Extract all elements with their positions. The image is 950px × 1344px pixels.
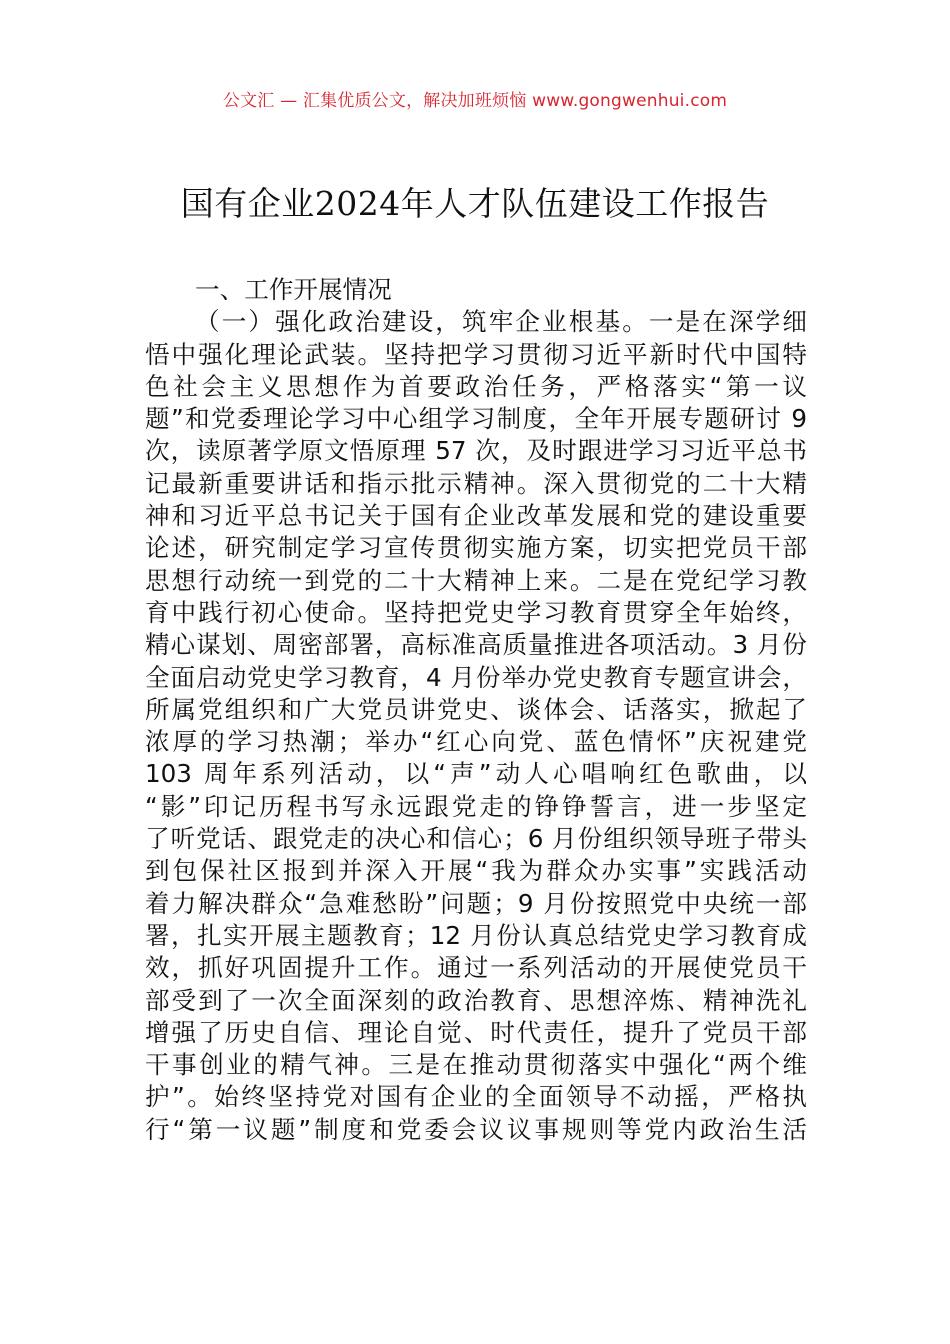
paragraph-line: 神和习近平总书记关于国有企业改革发展和党的建设重要	[145, 501, 807, 531]
paragraph-line: 103 周年系列活动，以“声”动人心唱响红色歌曲，以	[145, 759, 807, 789]
paragraph-line: 次，读原著学原文悟原理 57 次，及时跟进学习习近平总书	[145, 436, 807, 466]
paragraph-line: 色社会主义思想作为首要政治任务，严格落实“第一议	[145, 371, 807, 401]
paragraph-line: 着力解决群众“急难愁盼”问题；9 月份按照党中央统一部	[145, 888, 807, 918]
paragraph-line: 署，扎实开展主题教育；12 月份认真总结党史学习教育成	[145, 920, 807, 950]
watermark-banner: 公文汇 — 汇集优质公文，解决加班烦恼 www.gongwenhui.com	[222, 91, 728, 111]
paragraph-line: 浓厚的学习热潮；举办“红心向党、蓝色情怀”庆祝建党	[145, 727, 807, 757]
paragraph-line: 论述，研究制定学习宣传贯彻实施方案，切实把党员干部	[145, 533, 807, 563]
paragraph-line: 到包保社区报到并深入开展“我为群众办实事”实践活动	[145, 856, 807, 886]
paragraph-line: 所属党组织和广大党员讲党史、谈体会、话落实，掀起了	[145, 694, 807, 724]
document-title: 国有企业2024年人才队伍建设工作报告	[180, 184, 770, 223]
paragraph-line: 了听党话、跟党走的决心和信心；6 月份组织领导班子带头	[145, 824, 807, 854]
paragraph-line: 部受到了一次全面深刻的政治教育、思想淬炼、精神洗礼	[145, 985, 807, 1015]
paragraph-line: 增强了历史自信、理论自觉、时代责任，提升了党员干部	[145, 1017, 807, 1047]
paragraph-line: 题”和党委理论学习中心组学习制度，全年开展专题研讨 9	[145, 404, 807, 434]
paragraph-line: （一）强化政治建设，筑牢企业根基。一是在深学细	[195, 307, 807, 337]
document-body	[145, 274, 807, 1146]
paragraph-line: 干事创业的精气神。三是在推动贯彻落实中强化“两个维	[145, 1050, 807, 1080]
paragraph-line: “影”印记历程书写永远跟党走的铮铮誓言，进一步坚定	[145, 791, 807, 821]
paragraph-line: 效，抓好巩固提升工作。通过一系列活动的开展使党员干	[145, 953, 807, 983]
paragraph-line: 记最新重要讲话和指示批示精神。深入贯彻党的二十大精	[145, 468, 807, 498]
paragraph-line: 精心谋划、周密部署，高标准高质量推进各项活动。3 月份	[145, 630, 807, 660]
paragraph-line: 全面启动党史学习教育，4 月份举办党史教育专题宣讲会，	[145, 662, 807, 692]
paragraph-line: 护”。始终坚持党对国有企业的全面领导不动摇，严格执	[145, 1082, 807, 1112]
paragraph-line: 悟中强化理论武装。坚持把学习贯彻习近平新时代中国特	[145, 339, 807, 369]
section-heading: 一、工作开展情况	[195, 275, 392, 304]
paragraph-line: 育中践行初心使命。坚持把党史学习教育贯穿全年始终，	[145, 597, 807, 627]
paragraph-line: 行“第一议题”制度和党委会议议事规则等党内政治生活	[145, 1114, 807, 1144]
paragraph-line: 思想行动统一到党的二十大精神上来。二是在党纪学习教	[145, 565, 807, 595]
